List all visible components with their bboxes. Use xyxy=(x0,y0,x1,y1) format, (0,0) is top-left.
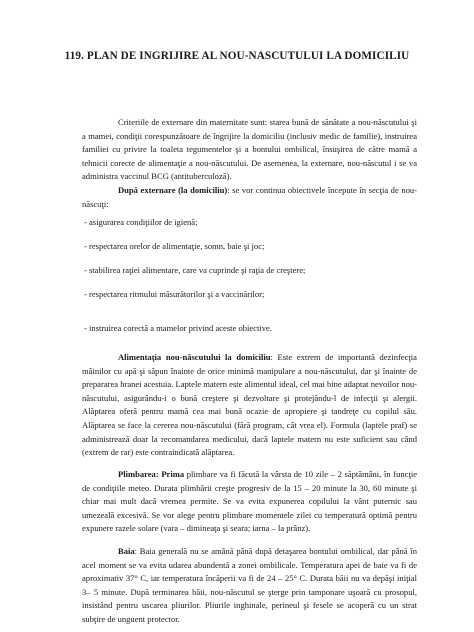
feeding-paragraph xyxy=(82,351,417,460)
bath-heading: Baia xyxy=(118,546,135,556)
after-discharge-heading: După externare (la domiciliu) xyxy=(118,185,228,195)
walk-text: plimbare va fi făcută la vârsta de 10 zile – 2 săptămâni, în funcţie de condiţiile meteo. Durata plimbării creşte progresiv de la 15 – 20 minute la 30, 60 minute şi chiar mai mult dacă vremea permite. Se va evita expunerea copilului la vânt puternic sau umezeală excesivă. Se vor alege pentru plimbare momentele zilei cu temperatură optimă pentru expunere razele solare (vara – dimineaţa şi seara; iarna – la prânz). xyxy=(82,469,417,534)
bath-paragraph xyxy=(82,545,417,627)
feeding-heading: Alimentaţia nou-născutului la domiciliu xyxy=(118,352,271,362)
list-item: - instruirea corectă a mamelor privind aceste obiective. xyxy=(84,323,272,333)
list-item: - respectarea ritmului măsurătorilor şi a vaccinărilor; xyxy=(84,289,265,299)
page-title: 119. PLAN DE INGRIJIRE AL NOU-NASCUTULUI LA DOMICILIU xyxy=(64,50,410,62)
walk-paragraph xyxy=(82,468,417,536)
list-item: - asigurarea condiţiilor de igienă; xyxy=(84,217,198,227)
feeding-text: : Este extrem de importantă dezinfecţia mâinilor cu apă şi săpun înainte de orice minimă manipulare a nou-născutului, dar şi înainte de prepararea hranei acestuia. Laptele matern este alimentul ideal, cel mai bine adaptat nevoilor nou-născutului, asigurându-i o bună creştere şi dezvoltare şi protejându-l de infecţii şi alergii. Alăptarea oferă pentru mamă cea mai bună ocazie de apropiere şi tandreţe cu copilul său. Alăptarea se face la cererea nou-născutului (fără program, cât vrea el). Formula (laptele praf) se administrează doar la recomandarea medicului, dacă laptele matern nu este suficient sau când (extrem de rar) este contraindicată alăptarea. xyxy=(82,352,417,458)
intro-paragraph: Criteriile de externare din maternitate sunt: starea bună de sănătate a nou-născutului şi a mamei, condiţii corespunzătoare de îngrijire la domiciliu (inclusiv medic de familie), instruirea familiei cu privire la toaleta tegumentelor şi a bontului ombilical, însuşirea de către mamă a tehnicii corecte de alimentaţie a nou-născutului. De asemenea, la externare, nou-născutul i se va administra vaccinul BCG (antituberculoză). xyxy=(82,117,417,182)
after-discharge-paragraph xyxy=(82,184,417,211)
after-discharge-text: : se vor continua obiectivele începute în secţia de nou-născuţi: xyxy=(82,185,417,209)
bath-text: : Baia generală nu se amână până după detaşarea bontului ombilical, dar până în acel moment se va evita udarea abundentă a zonei ombilicale. Temperatura apei de baie va fi de aproximativ 37° C, iar temperatura încăperii va fi de 24 – 25° C. Durata băii nu va depăşi iniţial 3– 5 minute. După terminarea băii, nou-născutul se şterge prin tamponare uşoară cu prosopul, insistând pentru uscarea pliurilor. Pliurile inghinale, perineul şi fesele se acoperă cu un strat subţire de unguent protector. xyxy=(82,546,417,624)
walk-heading: Plimbarea: Prima xyxy=(118,469,185,479)
list-item: - respectarea orelor de alimentaţie, somn, baie şi joc; xyxy=(84,241,265,251)
list-item: - stabilirea raţiei alimentare, care va cuprinde şi raţia de creştere; xyxy=(84,265,306,275)
